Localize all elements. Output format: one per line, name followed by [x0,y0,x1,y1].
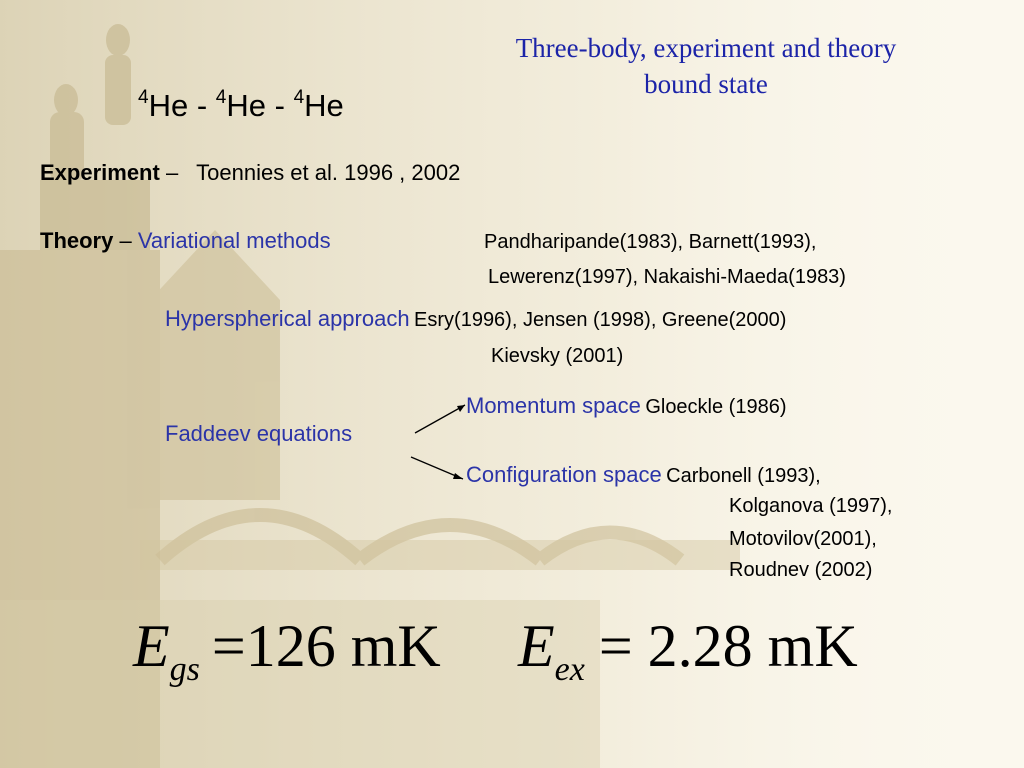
element-3: He [304,88,344,123]
excited-energy-subscript: ex [554,651,585,688]
variational-refs-2: Lewerenz(1997), Nakaishi-Maeda(1983) [488,266,846,288]
configuration-space-line [466,462,821,488]
ground-energy-subscript: gs [169,651,200,688]
separator-1: - [188,88,216,123]
configuration-refs-4: Roudnev (2002) [729,559,873,581]
separator-2: - [266,88,294,123]
configuration-refs-3: Motovilov(2001), [729,528,877,550]
element-1: He [148,88,189,123]
faddeev-label: Faddeev equations [165,421,353,446]
excited-energy-value: = 2.28 mK [598,613,858,679]
experiment-label: Experiment [40,160,160,185]
hyperspherical-line [165,306,786,332]
momentum-space-refs: Gloeckle (1986) [645,396,787,418]
momentum-space-label: Momentum space [466,393,641,418]
ground-state-energy [133,612,441,688]
slide-title [430,30,982,102]
mass-number-3: 4 [293,87,305,108]
hyperspherical-refs-2: Kievsky (2001) [491,345,624,367]
experiment-line [40,160,460,186]
hyperspherical-label: Hyperspherical approach [165,306,410,331]
momentum-space-line [466,393,787,419]
variational-refs-1: Pandharipande(1983), Barnett(1993), [484,231,817,253]
experiment-text: Toennies et al. 1996 , 2002 [196,160,461,185]
theory-dash: – [113,228,138,253]
title-line-2: bound state [644,69,768,99]
title-line-1: Three-body, experiment and theory [515,33,897,63]
faddeev-arrows [405,395,475,485]
variational-methods-label: Variational methods [137,228,331,253]
configuration-refs-2: Kolganova (1997), [729,495,893,517]
theory-line [40,228,331,254]
theory-label: Theory [40,228,114,253]
excited-state-energy [518,612,858,688]
ground-energy-symbol: E [133,613,170,679]
arrowhead-configuration [453,473,463,479]
configuration-space-label: Configuration space [466,462,662,487]
experiment-dash: – [159,160,185,185]
configuration-refs-1: Carbonell (1993), [666,465,821,487]
helium-trimer-formula [138,88,344,124]
arrow-to-momentum [415,405,465,433]
hyperspherical-refs-1: Esry(1996), Jensen (1998), Greene(2000) [414,309,787,331]
element-2: He [226,88,266,123]
ground-energy-value: =126 mK [211,613,441,679]
excited-energy-symbol: E [518,613,555,679]
mass-number-2: 4 [215,87,227,108]
mass-number-1: 4 [138,87,149,108]
